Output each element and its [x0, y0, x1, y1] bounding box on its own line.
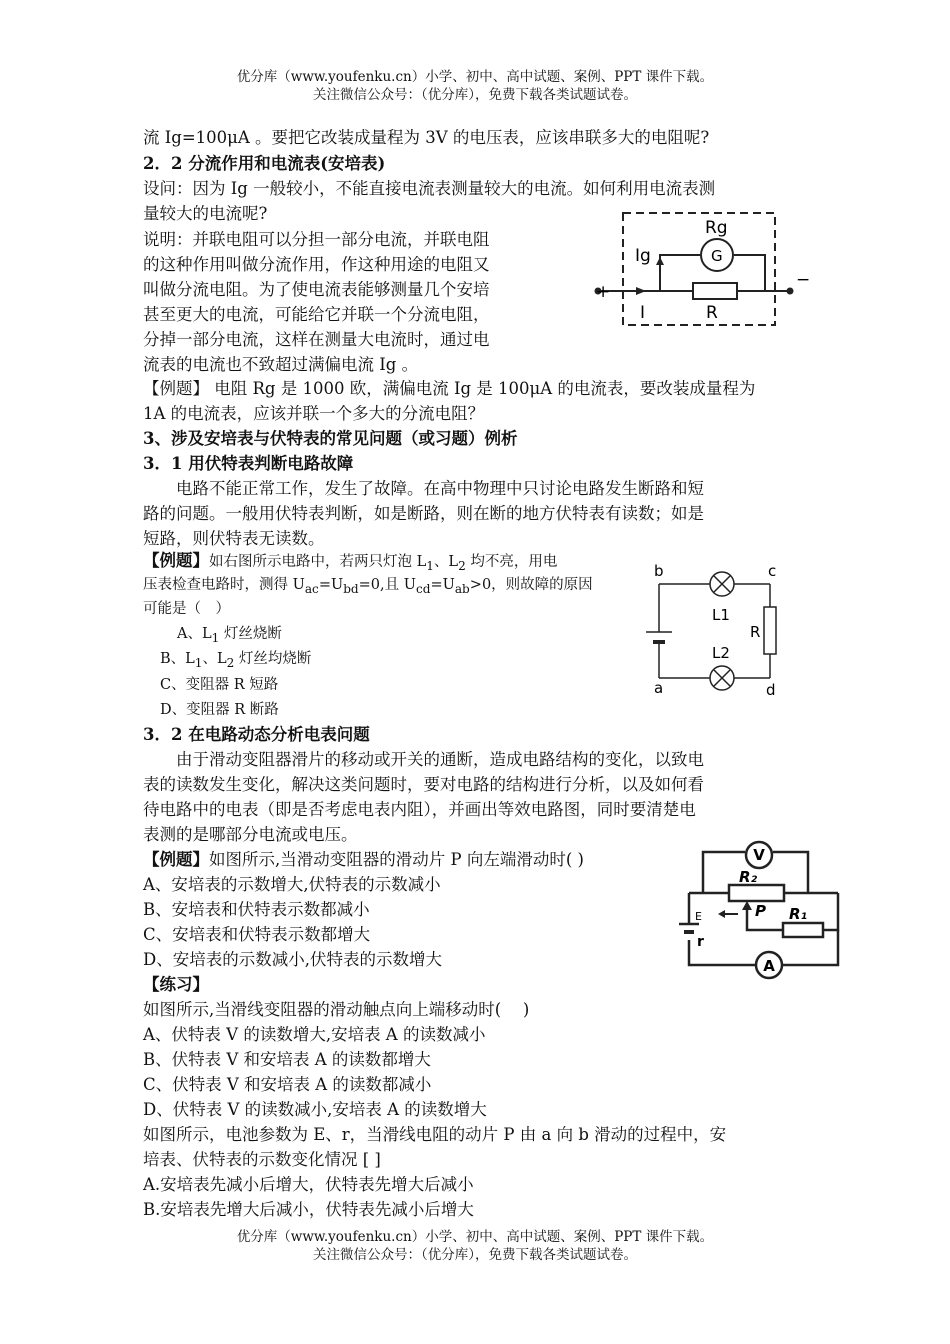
subscript: 1 [426, 558, 434, 573]
option-d: D、安培表的示数减小,伏特表的示数增大 [143, 950, 442, 969]
practice-title: 【练习】 [143, 975, 209, 994]
label-r2: R₂ [739, 868, 758, 886]
option-a: A、伏特表 V 的读数增大,安培表 A 的读数减小 [143, 1025, 486, 1044]
label-plus: + [596, 282, 611, 302]
text-line: 量较大的电流呢? [143, 204, 268, 223]
label-d: d [766, 681, 776, 699]
page-header-line2: 关注微信公众号：（优分库），免费下载各类试题试卷。 [313, 87, 637, 103]
option-b: B.安培表先增大后减小，伏特表先减小后增大 [143, 1200, 474, 1219]
text-span: 、L [202, 651, 227, 667]
text-line: 电路不能正常工作，发生了故障。在高中物理中只讨论电路发生断路和短 [176, 479, 704, 498]
text-span: B、L [160, 651, 195, 667]
option-c: C、伏特表 V 和安培表 A 的读数都减小 [143, 1075, 432, 1094]
text-line: 路的问题。一般用伏特表判断，如是断路，则在断的地方伏特表有读数；如是 [143, 504, 704, 523]
option-a: A.安培表先减小后增大，伏特表先增大后减小 [143, 1175, 474, 1194]
text-span: 灯丝烧断 [219, 626, 282, 642]
subscript: ab [454, 581, 470, 596]
voltmeter-wire [773, 852, 808, 875]
terminal-right [787, 288, 794, 295]
example-line [143, 847, 584, 872]
label-g: G [711, 247, 723, 265]
example-line: 【例题】 电阻 Rg 是 1000 欧，满偏电流 Ig 是 100μA 的电流表，要改装成量程为 [143, 379, 756, 398]
label-ig: Ig [635, 246, 651, 266]
text-span: 灯丝均烧断 [234, 651, 312, 667]
text-span: >0，则故障的原因 [469, 577, 593, 593]
subscript: 1 [211, 630, 220, 645]
subscript: ac [304, 581, 319, 596]
page-header-line1: 优分库（www.youfenku.cn）小学、初中、高中试题、案例、PPT 课件下载。 [236, 69, 714, 85]
text-line: 表测的是哪部分电流或电压。 [143, 825, 358, 844]
rheostat-circuit-diagram [675, 840, 855, 982]
text-line: 设问：因为 Ig 一般较小，不能直接电流表测量较大的电流。如何利用电流表测 [143, 179, 716, 198]
example-tag: 【例题】 [143, 551, 209, 570]
option-b [160, 647, 311, 675]
arrow-i-icon [636, 287, 646, 295]
text-line: 叫做分流电阻。为了使电流表能够测量几个安培 [143, 280, 490, 299]
branch-wire [734, 255, 765, 291]
text-span: =U [430, 577, 455, 593]
option-a: A、安培表的示数增大,伏特表的示数减小 [143, 875, 441, 894]
subscript: 2 [226, 655, 235, 670]
page-footer-line1: 优分库（www.youfenku.cn）小学、初中、高中试题、案例、PPT 课件下载。 [236, 1229, 714, 1245]
arrow-head-icon [718, 910, 725, 918]
label-i: I [640, 303, 646, 323]
label-l1: L1 [712, 606, 730, 624]
label-rg: Rg [705, 218, 728, 238]
section-subtitle: 3．2 在电路动态分析电表问题 [143, 725, 370, 744]
subscript: 2 [458, 558, 466, 573]
wire [823, 893, 838, 930]
section-subtitle: 3．1 用伏特表判断电路故障 [143, 454, 354, 473]
label-e: E [695, 910, 702, 923]
option-d: D、伏特表 V 的读数减小,安培表 A 的读数增大 [143, 1100, 487, 1119]
page-footer-line2: 关注微信公众号：（优分库），免费下载各类试题试卷。 [313, 1247, 637, 1263]
text-span: =U [318, 577, 344, 593]
label-l2: L2 [712, 644, 730, 662]
text-line: 由于滑动变阻器滑片的移动或开关的通断，造成电路结构的变化，以致电 [176, 750, 704, 769]
label-a: a [654, 679, 664, 697]
text-line: 分掉一部分电流，这样在测量大电流时，通过电 [143, 330, 490, 349]
text-line: 说明：并联电阻可以分担一部分电流，并联电阻 [143, 230, 490, 249]
rheostat-r2 [729, 885, 784, 901]
subscript: cd [415, 581, 431, 596]
text-span: 、L [433, 554, 459, 570]
text-span: 如右图所示电路中，若两只灯泡 L [209, 554, 427, 570]
label-c: c [768, 562, 777, 580]
bulb-circuit-diagram [640, 562, 790, 700]
text-line: 的这种作用叫做分流作用，作这种用途的电阻又 [143, 255, 490, 274]
resistor-r1 [783, 923, 823, 937]
label-r: r [697, 934, 704, 950]
text-span: =0,且 U [358, 577, 416, 593]
subscript: bd [343, 581, 359, 596]
resistor-r [764, 607, 776, 654]
label-a: A [763, 957, 775, 975]
label-r: R [706, 303, 718, 323]
example-tag: 【例题】 [143, 850, 209, 869]
example-line: 1A 的电流表，应该并联一个多大的分流电阻？ [143, 404, 485, 423]
arrow-head-icon [656, 257, 664, 265]
option-a [177, 622, 282, 650]
example-line: 可能是（ ） [143, 601, 230, 617]
dashed-box [623, 213, 775, 325]
text-line: 待电路中的电表（即是否考虑电表内阻），并画出等效电路图，同时要清楚电 [143, 800, 696, 819]
text-span: 如图所示,当滑动变阻器的滑动片 P 向左端滑动时( ) [209, 850, 584, 869]
text-line: 流 Ig=100μA 。要把它改装成量程为 3V 的电压表，应该串联多大的电阻呢? [143, 128, 710, 147]
section-title: 3、涉及安培表与伏特表的常见问题（或习题）例析 [143, 429, 518, 448]
shunt-circuit-diagram [590, 205, 815, 330]
text-span: A、L [177, 626, 212, 642]
label-v: V [753, 846, 765, 864]
label-minus: − [796, 270, 811, 290]
text-line: 短路，则伏特表无读数。 [143, 529, 325, 548]
slider-p-icon [742, 901, 752, 910]
text-line: 流表的电流也不致超过满偏电流 Ig 。 [143, 355, 419, 374]
text-span: 压表检查电路时，测得 U [143, 577, 305, 593]
text-span: 均不亮，用电 [465, 554, 558, 570]
option-c: C、安培表和伏特表示数都增大 [143, 925, 371, 944]
text-line: 表的读数发生变化，解决这类问题时，要对电路的结构进行分析，以及如何看 [143, 775, 704, 794]
text-line: 甚至更大的电流，可能给它并联一个分流电阻， [143, 305, 490, 324]
section-title: 2．2 分流作用和电流表(安培表) [143, 154, 386, 173]
label-b: b [654, 562, 664, 580]
subscript: 1 [194, 655, 203, 670]
label-p: P [755, 902, 766, 920]
label-r1: R₁ [789, 905, 808, 923]
question-line: 培表、伏特表的示数变化情况 [ ] [143, 1150, 381, 1169]
option-d: D、变阻器 R 断路 [160, 702, 279, 718]
option-b: B、伏特表 V 和安培表 A 的读数都增大 [143, 1050, 431, 1069]
label-r: R [750, 623, 761, 641]
option-c: C、变阻器 R 短路 [160, 677, 279, 693]
option-b: B、安培表和伏特表示数都减小 [143, 900, 370, 919]
shunt-resistor [693, 283, 737, 299]
question-line: 如图所示,当滑线变阻器的滑动触点向上端移动时( ) [143, 1000, 530, 1019]
question-line: 如图所示，电池参数为 E、r，当滑线电阻的动片 P 由 a 向 b 滑动的过程中，安 [143, 1125, 727, 1144]
